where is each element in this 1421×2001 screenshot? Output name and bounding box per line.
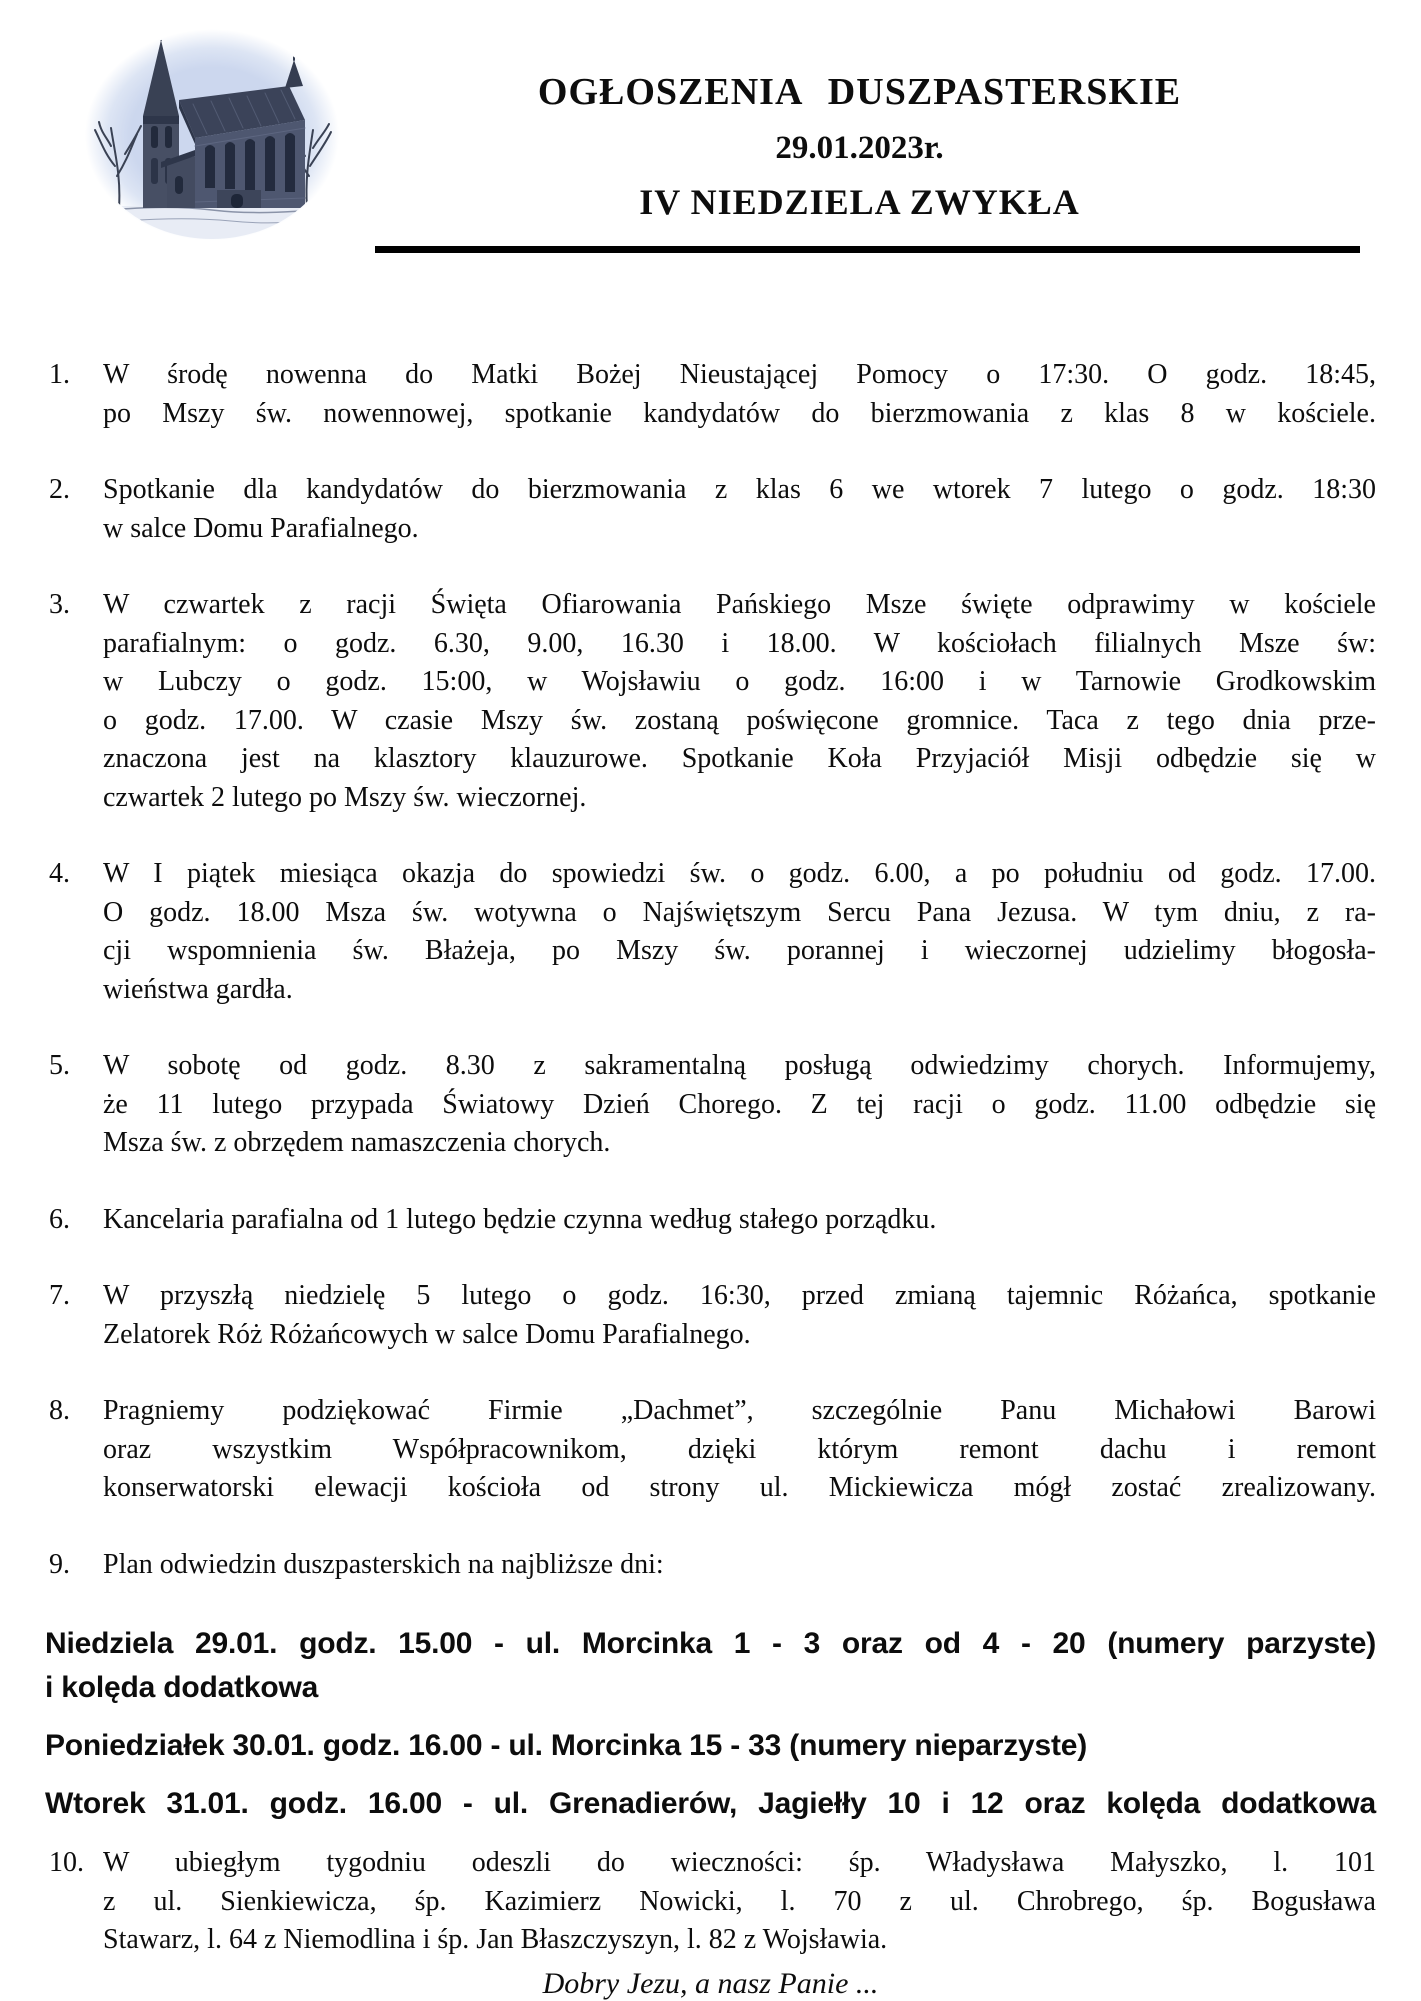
text-line: W środę nowenna do Matki Bożej Nieustającej Pomocy o 17:30. O godz. 18:45, (103, 359, 1376, 390)
item-number: 2. (49, 474, 70, 505)
page-subtitle: IV NIEDZIELA ZWYKŁA (639, 182, 1080, 222)
page-date: 29.01.2023r. (775, 130, 944, 166)
final-announcement (45, 1844, 1376, 1960)
text-line: Pragniemy podziękować Firmie „Dachmet”, szczególnie Panu Michałowi Barowi (103, 1395, 1376, 1426)
text-line: o godz. 17.00. W czasie Mszy św. zostaną poświęcone gromnice. Taca z tego dnia prze- (103, 704, 1376, 736)
announcement-item (45, 1277, 1376, 1354)
item-number: 10. (49, 1847, 84, 1878)
page-title: OGŁOSZENIA DUSZPASTERSKIE (537, 71, 1182, 113)
item-text (103, 356, 1376, 433)
text-line: w Lubczy o godz. 15:00, w Wojsławiu o godz. 16:00 i w Tarnowie Grodkowskim (103, 666, 1376, 697)
text-line: po Mszy św. nowennowej, spotkanie kandydatów do bierzmowania z klas 8 w kościele. (103, 397, 1376, 429)
item-number: 7. (49, 1280, 70, 1311)
prayer-line: Dobry Jezu, a nasz Panie ... (542, 1966, 879, 2000)
announcement-item (45, 1047, 1376, 1163)
item-number: 3. (49, 589, 70, 620)
item-number: 5. (49, 1050, 70, 1081)
header-titles (343, 26, 1376, 223)
text-line: Stawarz, l. 64 z Niemodlina i śp. Jan Błaszczyszyn, l. 82 z Wojsławia. (103, 1924, 888, 1955)
announcement-item (45, 356, 1376, 433)
text-line: W czwartek z racji Święta Ofiarowania Pańskiego Msze święte odprawimy w kościele (103, 589, 1376, 620)
item-number: 1. (49, 359, 70, 390)
announcement-item (45, 855, 1376, 1009)
text-line: Wtorek 31.01. godz. 16.00 - ul. Grenadierów, Jagiełły 10 i 12 oraz kolęda dodatkowa (45, 1787, 1376, 1820)
text-line: że 11 lutego przypada Światowy Dzień Chorego. Z tej racji o godz. 11.00 odbędzie się (103, 1088, 1376, 1120)
text-line: z ul. Sienkiewicza, śp. Kazimierz Nowicki, l. 70 z ul. Chrobrego, śp. Bogusława (103, 1885, 1376, 1917)
text-line: W przyszłą niedzielę 5 lutego o godz. 16:30, przed zmianą tajemnic Różańca, spotkanie (103, 1280, 1376, 1311)
text-line: Plan odwiedzin duszpasterskich na najbliższe dni: (103, 1548, 664, 1580)
item-number: 8. (49, 1395, 70, 1426)
item-text (103, 1277, 1376, 1354)
text-line: znaczona jest na klasztory klauzurowe. Spotkanie Koła Przyjaciół Misji odbędzie się w (103, 743, 1376, 774)
announcement-item (45, 1546, 1376, 1585)
text-line: konserwatorski elewacji kościoła od strony ul. Mickiewicza mógł zostać zrealizowany. (103, 1472, 1376, 1503)
text-line: Spotkanie dla kandydatów do bierzmowania z klas 6 we wtorek 7 lutego o godz. 18:30 (103, 474, 1376, 505)
announcement-item (45, 1844, 1376, 1960)
text-line: Zelatorek Róż Różańcowych w salce Domu Parafialnego. (103, 1318, 751, 1350)
announcement-item (45, 1392, 1376, 1508)
header-divider (375, 246, 1360, 253)
text-line: Msza św. z obrzędem namaszczenia chorych. (103, 1127, 611, 1158)
text-line: W sobotę od godz. 8.30 z sakramentalną posługą odwiedzimy chorych. Informujemy, (103, 1050, 1376, 1081)
text-line: oraz wszystkim Współpracownikom, dzięki którym remont dachu i remont (103, 1433, 1376, 1465)
item-text (103, 471, 1376, 548)
church-drawing-icon (81, 26, 343, 244)
item-text (103, 1844, 1376, 1960)
text-line: wieństwa gardła. (103, 973, 293, 1005)
text-line: Poniedziałek 30.01. godz. 16.00 - ul. Morcinka 15 - 33 (numery nieparzyste) (45, 1729, 1088, 1762)
text-line: Niedziela 29.01. godz. 15.00 - ul. Morcinka 1 - 3 oraz od 4 - 20 (numery parzyste) (45, 1627, 1376, 1660)
item-text (103, 586, 1376, 817)
text-line: cji wspomnienia św. Błażeja, po Mszy św. porannej i wieczornej udzielimy błogosła- (103, 935, 1376, 966)
text-line: i kolęda dodatkowa (45, 1671, 319, 1704)
text-line: W ubiegłym tygodniu odeszli do wieczności: śp. Władysława Małyszko, l. 101 (103, 1847, 1376, 1878)
plan-paragraph (45, 1782, 1376, 1826)
announcement-item (45, 471, 1376, 548)
announcements-list (45, 356, 1376, 1584)
text-line: w salce Domu Parafialnego. (103, 512, 419, 544)
text-line: W I piątek miesiąca okazja do spowiedzi św. o godz. 6.00, a po południu od godz. 17.00. (103, 858, 1376, 889)
announcement-item (45, 586, 1376, 817)
item-text (103, 1546, 1376, 1585)
item-text (103, 1201, 1376, 1240)
item-number: 6. (49, 1203, 70, 1235)
announcement-item (45, 1201, 1376, 1240)
item-number: 9. (49, 1548, 70, 1580)
item-number: 4. (49, 858, 70, 889)
announcements-content (45, 356, 1376, 2001)
item-text (103, 1047, 1376, 1163)
text-line: czwartek 2 lutego po Mszy św. wieczornej. (103, 781, 587, 813)
item-text (103, 855, 1376, 1009)
text-line: O godz. 18.00 Msza św. wotywna o Najświętszym Sercu Pana Jezusa. W tym dniu, z ra- (103, 896, 1376, 928)
plan-paragraph (45, 1724, 1376, 1768)
header (45, 26, 1376, 244)
text-line: Kancelaria parafialna od 1 lutego będzie czynna według stałego porządku. (103, 1203, 937, 1235)
text-line: parafialnym: o godz. 6.30, 9.00, 16.30 i 18.00. W kościołach filialnych Msze św: (103, 627, 1376, 659)
visit-plan (45, 1622, 1376, 1826)
plan-paragraph (45, 1622, 1376, 1710)
church-image (81, 26, 343, 244)
item-text (103, 1392, 1376, 1508)
